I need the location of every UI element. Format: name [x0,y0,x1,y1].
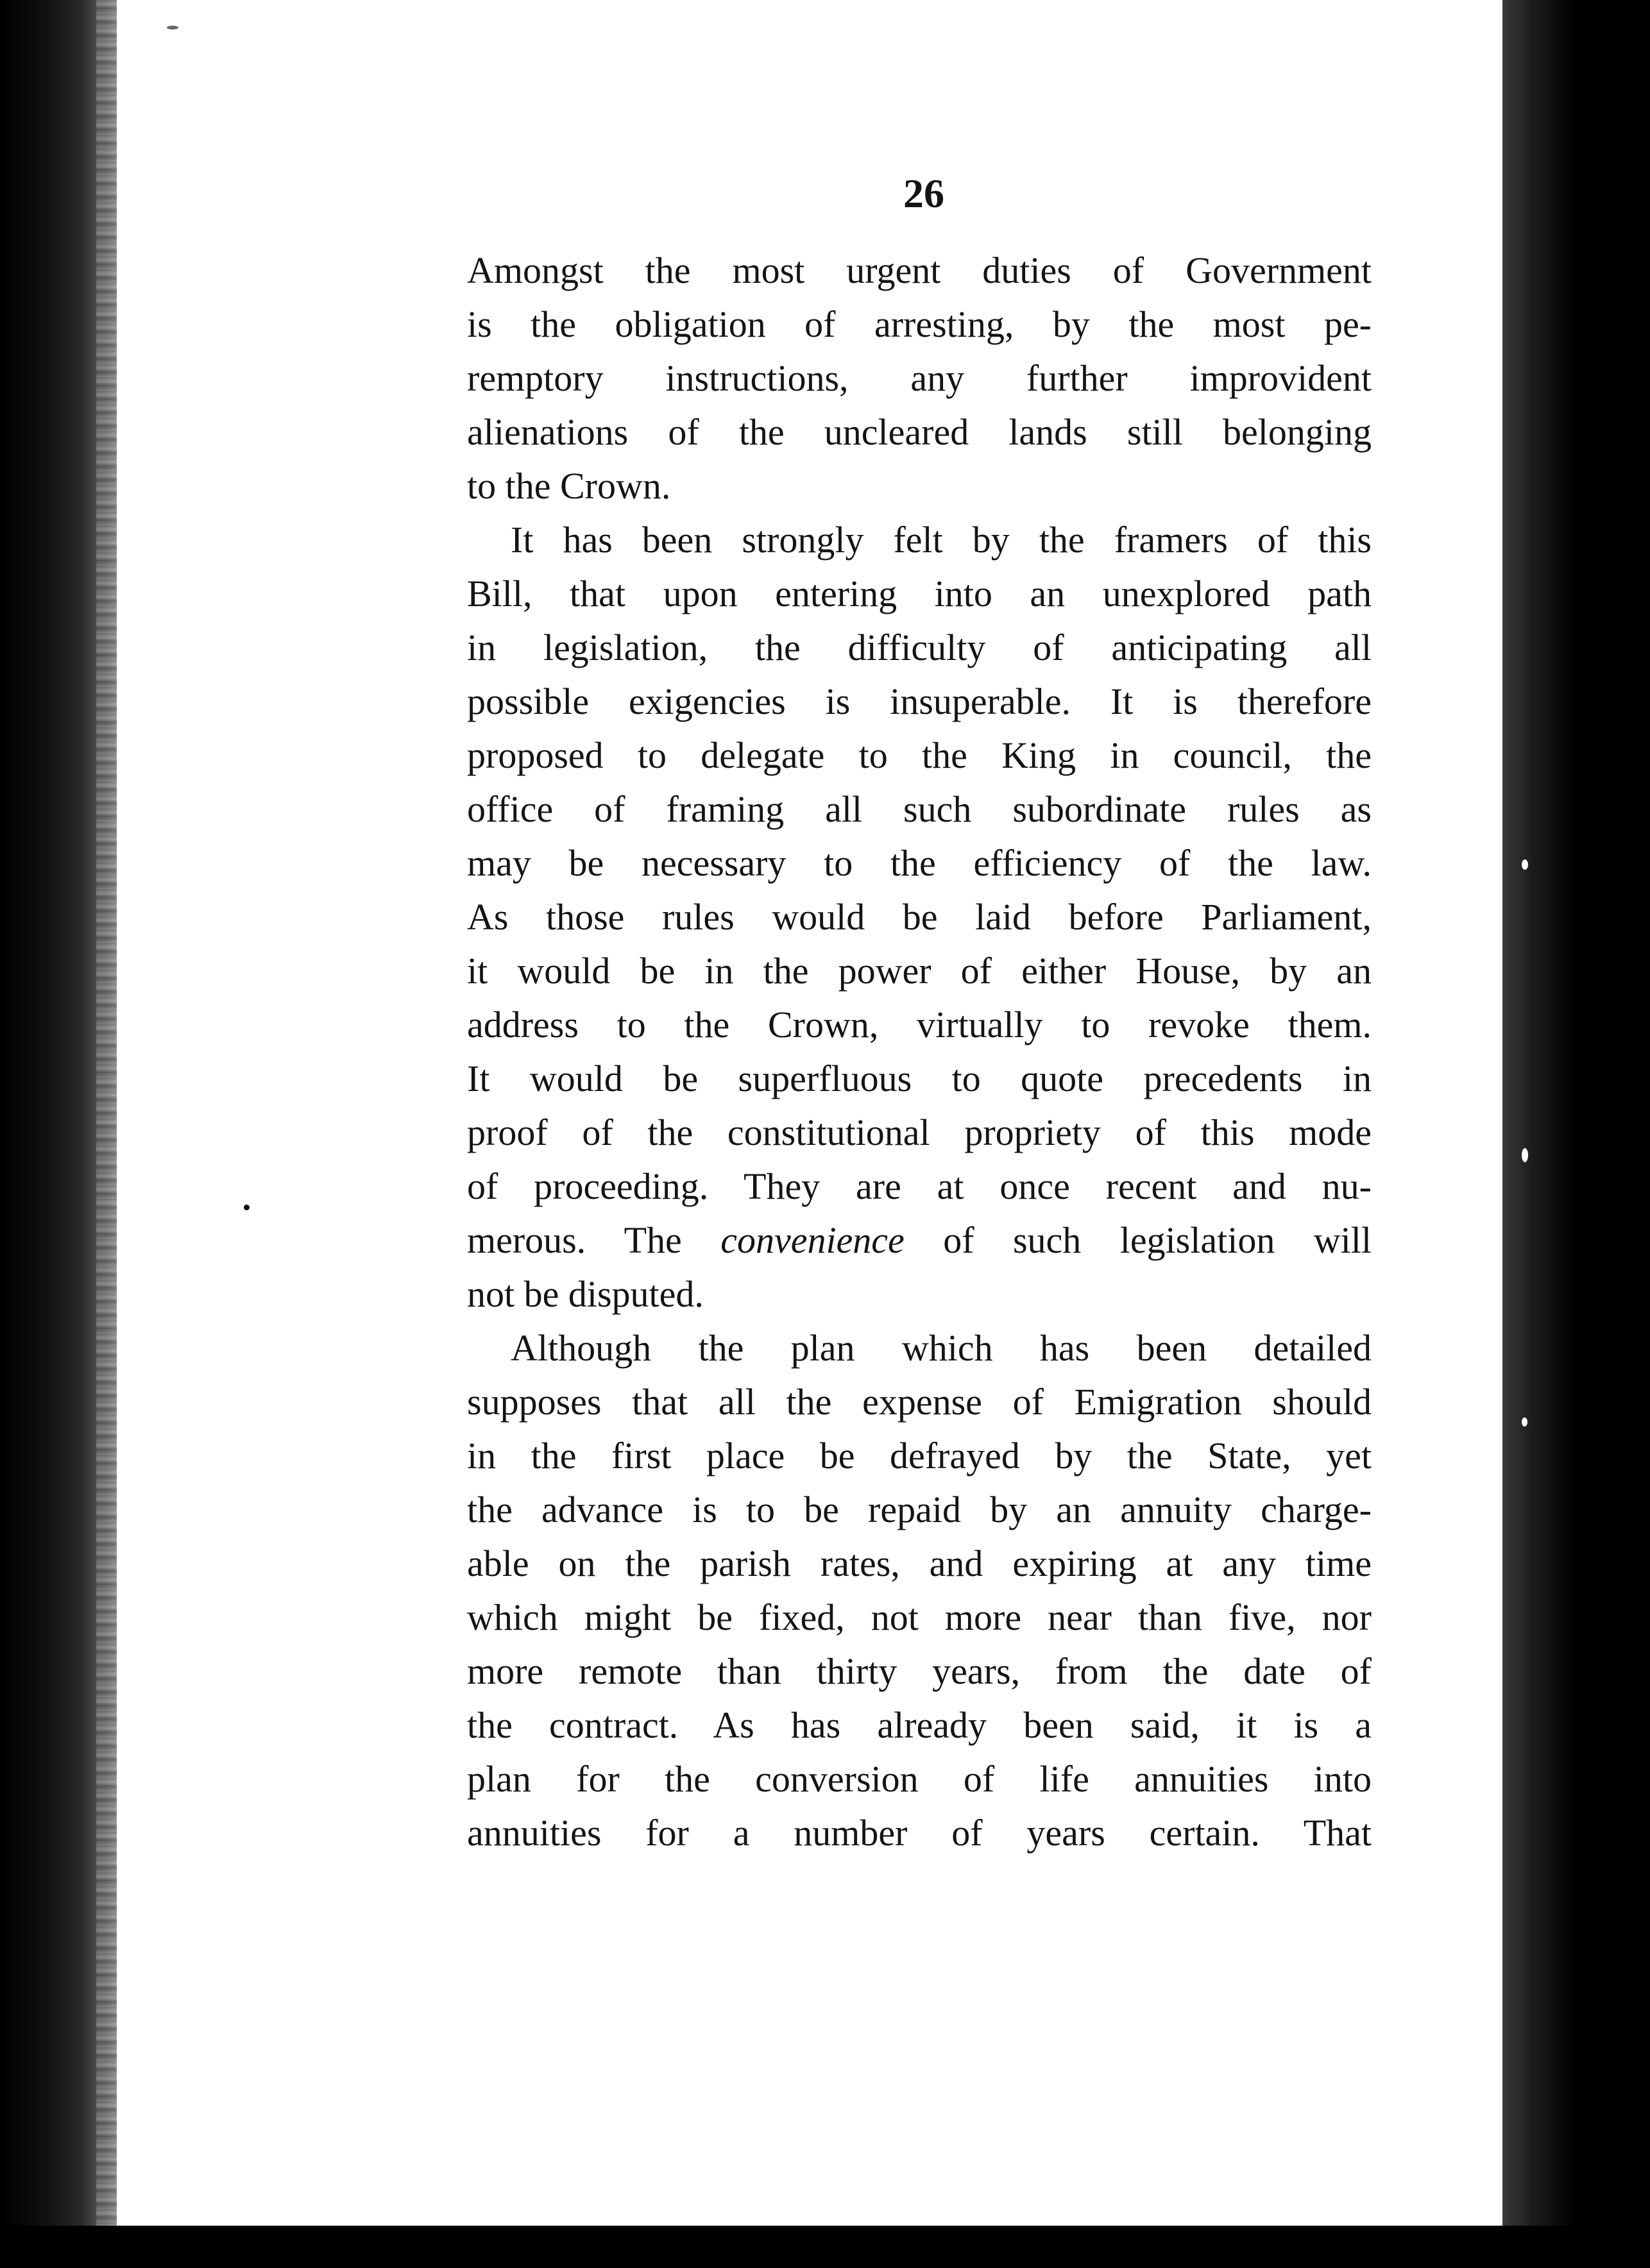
text-line-with-italic: merous. The convenience of such legislation will [467,1219,1372,1261]
text-line: Amongst the most urgent duties of Government [467,250,1372,291]
text-line: alienations of the uncleared lands still belonging [467,411,1372,453]
text-line: address to the Crown, virtually to revoke them. [467,1004,1372,1045]
text-line: possible exigencies is insuperable. It is therefore [467,681,1372,722]
text-line: proposed to delegate to the King in council, the [467,734,1372,776]
text-line: proof of the constitutional propriety of this mode [467,1112,1372,1153]
bottom-scan-border [0,2226,1650,2268]
italic-word: convenience [720,1219,905,1261]
paragraph-1 [467,244,1372,513]
text-line: Bill, that upon entering into an unexplored path [467,573,1372,614]
text-line: is the obligation of arresting, by the most pe- [467,303,1372,345]
text-line: may be necessary to the efficiency of the law. [467,842,1372,884]
text-line: it would be in the power of either House, by an [467,950,1372,992]
text-line: It has been strongly felt by the framers of this [511,519,1372,561]
scan-speck [1522,1418,1527,1426]
scan-speck [1522,1148,1528,1162]
text-line: It would be superfluous to quote precedents in [467,1058,1372,1099]
text-line: to the Crown. [467,465,671,507]
text-line: remptory instructions, any further improvident [467,357,1372,399]
paragraph-2 [467,513,1372,1321]
text-line: supposes that all the expense of Emigration should [467,1381,1372,1423]
text-line: the advance is to be repaid by an annuity charge- [467,1489,1372,1530]
text-line: in the first place be defrayed by the State, yet [467,1435,1372,1477]
text-line: office of framing all such subordinate rules as [467,788,1372,830]
right-scan-border [1502,0,1650,2268]
text-line: Although the plan which has been detailed [511,1327,1372,1369]
page-number: 26 [903,171,944,216]
text-line: plan for the conversion of life annuities into [467,1758,1372,1800]
paragraph-3 [467,1321,1372,1860]
text-body [467,244,1372,1860]
scan-speck [167,26,178,30]
scan-speck [1522,859,1528,870]
text-line: As those rules would be laid before Parliament, [467,896,1372,938]
text-line: annuities for a number of years certain. That [467,1812,1372,1854]
text-line: of proceeding. They are at once recent and nu- [467,1165,1372,1207]
text-line: able on the parish rates, and expiring at any time [467,1543,1372,1584]
binding-edge [96,0,117,2226]
text-line: the contract. As has already been said, it is a [467,1704,1372,1746]
text-line: in legislation, the difficulty of anticipating all [467,627,1372,668]
text-line: more remote than thirty years, from the date of [467,1650,1372,1692]
scan-speck [244,1205,250,1210]
text-line: not be disputed. [467,1273,704,1315]
text-line: which might be fixed, not more near than five, nor [467,1596,1372,1638]
